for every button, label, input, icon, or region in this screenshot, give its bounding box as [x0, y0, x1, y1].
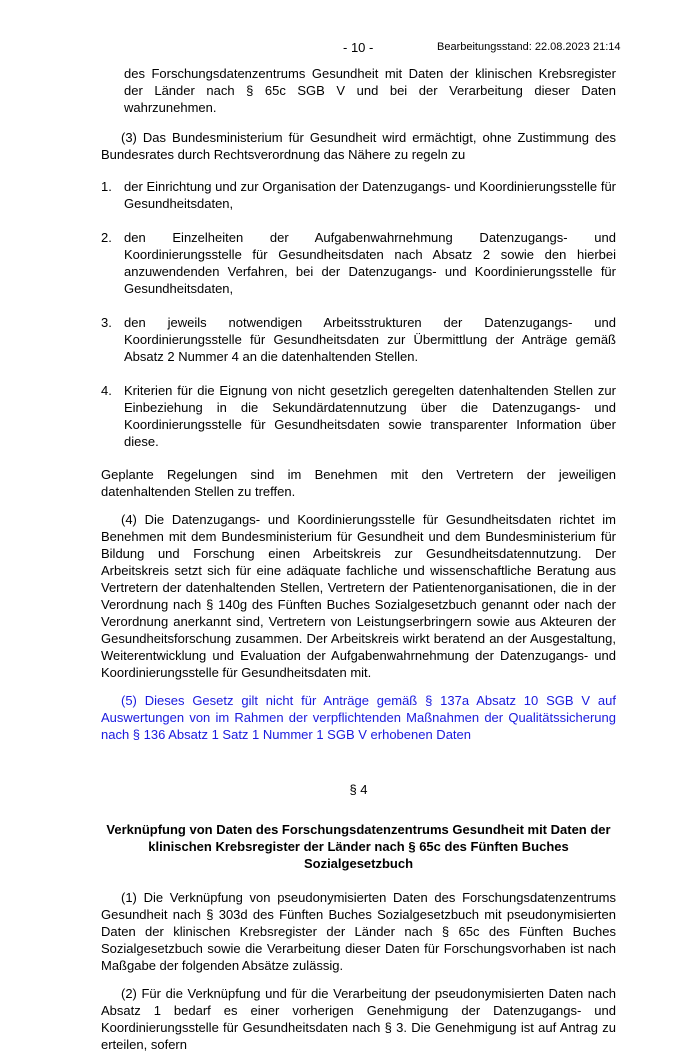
- revision-status: Bearbeitungsstand: 22.08.2023 21:14: [437, 41, 621, 53]
- list-item-number: 4.: [101, 383, 112, 398]
- continuation-text: des Forschungsdatenzentrums Gesundheit mit Daten der klinischen Krebsregister der Länder nach § 65c SGB V und bei der Verarbeitung dieser Daten wahrzunehmen.: [124, 66, 616, 115]
- list-item-number: 2.: [101, 230, 112, 245]
- list-item-number: 1.: [101, 179, 112, 194]
- paragraph-3-intro: (3) Das Bundesministerium für Gesundheit wird ermächtigt, ohne Zustimmung des Bundesrates durch Rechtsverordnung das Nähere zu regeln zu: [101, 130, 616, 162]
- section-4-paragraph-1: (1) Die Verknüpfung von pseudonymisierten Daten des Forschungsdatenzentrums Gesundheit nach § 303d des Fünften Buches Sozialgesetzbuch mit pseudonymisierten Daten der klinischen Krebsregister der Länder nach § 65c des Fünften Buches Sozialgesetzbuch sowie die Verarbeitung dieser Daten für Forschungsvorhaben ist nach Maßgabe der folgenden Absätze zulässig.: [101, 890, 616, 973]
- paragraph-5-amendment: [101, 692, 616, 743]
- section-number: § 4: [349, 782, 368, 797]
- list-item: [101, 382, 616, 450]
- section-4-paragraph-2: (2) Für die Verknüpfung und für die Verarbeitung der pseudonymisierten Daten nach Absatz 1 bedarf es einer vorherigen Genehmigung der Datenzugangs- und Koordinierungsstelle für Gesundheitsdaten nach § 3. Die Genehmigung ist auf Antrag zu erteilen, sofern: [101, 986, 616, 1052]
- list-item-number: 3.: [101, 315, 112, 330]
- numbered-list: [101, 178, 616, 450]
- list-item-text: Kriterien für die Eignung von nicht gesetzlich geregelten datenhaltenden Stellen zur Einbeziehung in die Sekundärdatennutzung über die Datenzugangs- und Koordinierungsstelle für Gesundheitsdaten sowie transparenter Information über diese.: [124, 383, 616, 449]
- list-item: [101, 178, 616, 212]
- planned-regulations-note: Geplante Regelungen sind im Benehmen mit den Vertretern der jeweiligen datenhaltenden Stellen zu treffen.: [101, 467, 616, 499]
- paragraph-5-text: Dieses Gesetz gilt nicht für Anträge gemäß § 137a Absatz 10 SGB V auf Auswertungen von im Rahmen der verpflichtenden Maßnahmen der Qualitätssicherung nach § 136 Absatz 1 Satz 1 Nummer 1 SGB V erhobenen Daten: [101, 693, 616, 742]
- paragraph-4: (4) Die Datenzugangs- und Koordinierungsstelle für Gesundheitsdaten richtet im Benehmen mit dem Bundesministerium für Gesundheit und dem Bundesministerium für Bildung und Forschung einen Arbeitskreis zur Gesundheitsdatennutzung. Der Arbeitskreis setzt sich für eine adäquate fachliche und wissenschaftliche Beratung aus Vertretern der datenhaltenden Stellen, Vertretern der Patientenorganisationen, die in der Verordnung nach § 140g des Fünften Buches Sozialgesetzbuch genannt oder nach der Verordnung anerkannt sind, Vertretern von Leistungserbringern sowie aus Akteuren der Gesundheitsforschung zusammen. Der Arbeitskreis wirkt beratend an der Ausgestaltung, Weiterentwicklung und Evaluation der Aufgabenwahrnehmung der Datenzugangs- und Koordinierungsstelle für Gesundheitsdaten mit.: [101, 512, 616, 680]
- list-item-text: den Einzelheiten der Aufgabenwahrnehmung Datenzugangs- und Koordinierungsstelle für Gesundheitsdaten nach Absatz 2 sowie den hierbei anzuwendenden Verfahren, bei der Datenzugangs- und Koordinierungsstelle für Gesundheitsdaten,: [124, 230, 616, 296]
- paragraph-5-number: (5): [121, 693, 145, 708]
- page-number: - 10 -: [343, 40, 374, 55]
- page-header: [0, 40, 700, 56]
- list-item: [101, 229, 616, 297]
- document-body: [101, 65, 616, 1053]
- list-item-text: der Einrichtung und zur Organisation der Datenzugangs- und Koordinierungsstelle für Gesundheitsdaten,: [124, 179, 616, 211]
- section-heading: Verknüpfung von Daten des Forschungsdatenzentrums Gesundheit mit Daten der klinischen Krebsregister der Länder nach § 65c des Fünften Buches Sozialgesetzbuch: [106, 822, 611, 871]
- list-item-text: den jeweils notwendigen Arbeitsstrukturen der Datenzugangs- und Koordinierungsstelle für Gesundheitsdaten zur Übermittlung der Anträge gemäß Absatz 2 Nummer 4 an die datenhaltenden Stellen.: [124, 315, 616, 364]
- list-item: [101, 314, 616, 365]
